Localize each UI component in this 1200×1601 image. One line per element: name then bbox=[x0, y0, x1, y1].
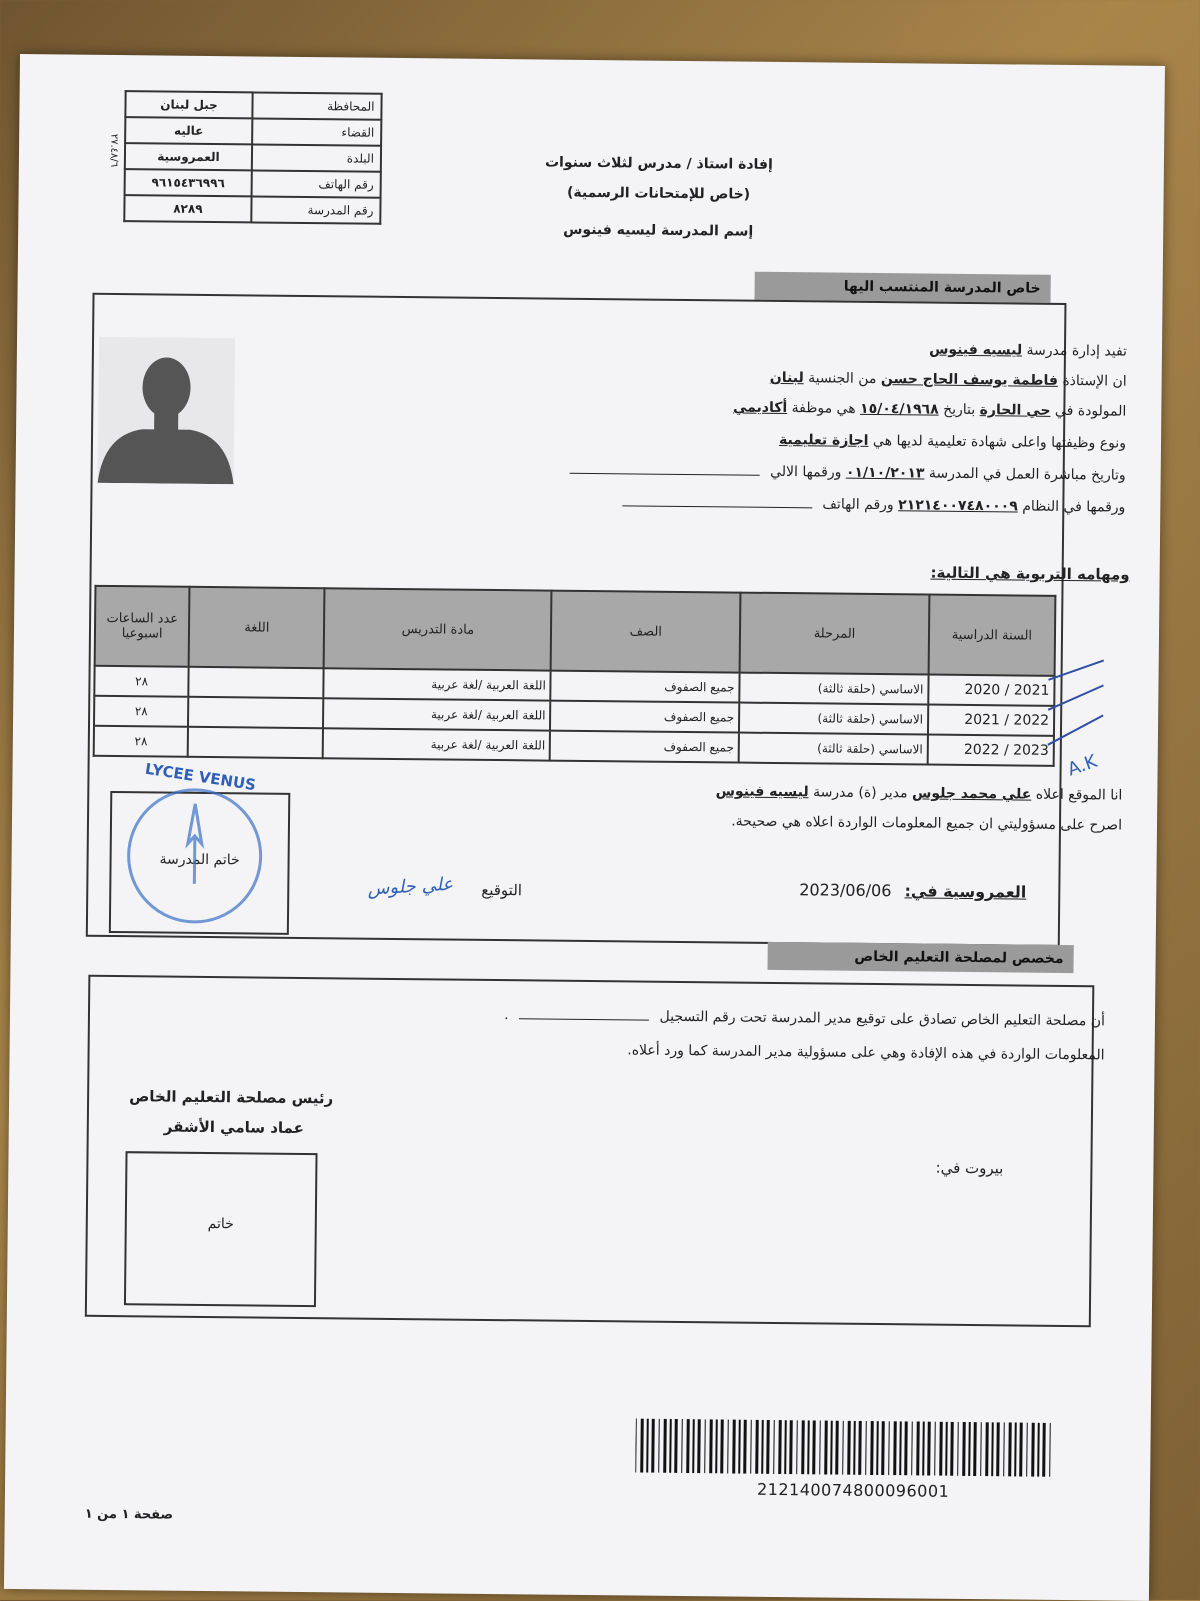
info-value: ٩٦١٥٤٣٦٩٩٦ bbox=[125, 169, 252, 196]
ministry-stamp-box bbox=[124, 1151, 318, 1307]
text: تفيد إدارة مدرسة bbox=[1026, 342, 1128, 360]
info-label: رقم الهاتف bbox=[252, 170, 381, 197]
info-label: المحافظة bbox=[252, 92, 381, 119]
cell-year: 2022 / 2023 bbox=[928, 735, 1054, 766]
beirut-place: بيروت في: bbox=[935, 1158, 1004, 1178]
line-responsibility: المعلومات الواردة في هذه الإفادة وهي على مسؤولية مدير المدرسة كما ورد أعلاه. bbox=[627, 1042, 1105, 1064]
info-row bbox=[125, 117, 381, 146]
cell-hours: ٢٨ bbox=[94, 666, 189, 697]
column-header: السنة الدراسية bbox=[929, 595, 1056, 676]
head-title: رئيس مصلحة التعليم الخاص bbox=[129, 1087, 334, 1108]
cell-grade: جميع الصفوف bbox=[551, 671, 740, 703]
text: أن مصلحة التعليم الخاص تصادق على توقيع مدير المدرسة تحت رقم التسجيل bbox=[659, 1008, 1106, 1030]
school-info-table bbox=[123, 90, 382, 225]
start-date-value: ٠١/١٠/٢٠١٣ bbox=[845, 464, 925, 482]
school-section-bar: خاص المدرسة المنتسب اليها bbox=[754, 272, 1050, 303]
cell-language bbox=[188, 727, 323, 758]
stamp-label: خاتم المدرسة bbox=[159, 851, 240, 869]
cell-stage: الاساسي (حلقة ثالثة) bbox=[739, 673, 928, 705]
person-silhouette-icon bbox=[98, 337, 236, 484]
handwritten-initials: A.K bbox=[1064, 750, 1100, 781]
info-value: العمروسية bbox=[125, 143, 252, 170]
info-row bbox=[125, 169, 381, 198]
page-number: صفحة ١ من ١ bbox=[84, 1506, 174, 1523]
text: ونوع وظيفتها واعلى شهادة تعليمية لديها هي bbox=[872, 432, 1127, 452]
director-name: علي محمد جلوس bbox=[911, 785, 1032, 803]
text: ورقمها الالي bbox=[770, 463, 842, 481]
text: مدير (ة) مدرسة bbox=[813, 784, 908, 802]
signature-label: التوقيع bbox=[481, 880, 523, 900]
column-header: عدد الساعات اسبوعيا bbox=[95, 586, 190, 667]
place-label: العمروسية في: bbox=[904, 881, 1027, 902]
text: هي موظفة bbox=[791, 400, 856, 417]
birth-date-value: ١٥/٠٤/١٩٦٨ bbox=[859, 400, 939, 418]
job-value: أكاديمي bbox=[732, 399, 788, 417]
info-row bbox=[125, 143, 381, 172]
column-header: مادة التدريس bbox=[324, 588, 552, 670]
tasks-table bbox=[93, 585, 1057, 767]
text: . bbox=[504, 1007, 509, 1024]
head-name: عماد سامي الأشقر bbox=[163, 1117, 305, 1138]
blank-line bbox=[622, 505, 812, 508]
teacher-name: فاطمة يوسف الحاج حسن bbox=[880, 371, 1058, 389]
text: ورقم الهاتف bbox=[822, 496, 894, 514]
school-stamp-icon bbox=[119, 783, 271, 933]
handwritten-signature: علي جلوس bbox=[366, 873, 454, 900]
text: ان الإستاذة bbox=[1062, 372, 1127, 390]
school-value: ليسيه فينوس bbox=[715, 783, 809, 801]
column-header: اللغة bbox=[189, 587, 325, 668]
cell-grade: جميع الصفوف bbox=[550, 701, 739, 733]
tasks-header-row bbox=[95, 586, 1056, 676]
cell-subject: اللغة العربية /لغة عربية bbox=[323, 698, 550, 730]
info-value: عاليه bbox=[125, 117, 252, 144]
photo-placeholder bbox=[98, 337, 236, 484]
cell-stage: الاساسي (حلقة ثالثة) bbox=[739, 703, 928, 735]
place-date bbox=[799, 880, 1026, 901]
cell-stage: الاساسي (حلقة ثالثة) bbox=[739, 733, 928, 765]
certificate-value: اجازة تعليمية bbox=[778, 431, 869, 449]
text: المولودة في bbox=[1054, 402, 1127, 420]
cell-grade: جميع الصفوف bbox=[550, 731, 739, 763]
school-name-heading: إسم المدرسة ليسيه فينوس bbox=[563, 221, 754, 240]
line-school bbox=[929, 342, 1127, 360]
text: ورقمها في النظام bbox=[1022, 498, 1126, 516]
line-statement: اصرح على مسؤوليتي ان جميع المعلومات الواردة اعلاه هي صحيحة. bbox=[731, 813, 1123, 834]
barcode-icon bbox=[635, 1419, 1056, 1477]
document-page bbox=[4, 54, 1165, 1601]
date-value: 2023/06/06 bbox=[799, 880, 892, 901]
cell-hours: ٢٨ bbox=[94, 696, 189, 727]
blank-line bbox=[570, 473, 760, 476]
text: انا الموقع اعلاه bbox=[1035, 786, 1123, 804]
stamp-label: خاتم bbox=[207, 1216, 234, 1233]
school-stamp-box bbox=[109, 759, 290, 935]
birthplace-value: حي الحارة bbox=[979, 402, 1051, 419]
cell-language bbox=[189, 667, 324, 698]
system-number-value: ٢١٢١٤٠٠٧٤٨٠٠٠٩ bbox=[898, 497, 1018, 515]
cell-year: 2020 / 2021 bbox=[928, 675, 1054, 706]
blank-line bbox=[519, 1018, 649, 1020]
tasks-title: ومهامه التربوية هي التالية: bbox=[930, 563, 1130, 584]
cell-language bbox=[188, 697, 323, 728]
text: من الجنسية bbox=[808, 370, 877, 387]
info-row bbox=[125, 91, 381, 120]
info-label: القضاء bbox=[252, 118, 381, 145]
info-label: البلدة bbox=[252, 144, 381, 171]
stamp-text: LYCEE VENUS bbox=[143, 759, 258, 795]
info-value: ٨٢٨٩ bbox=[124, 195, 251, 222]
school-value: ليسيه فينوس bbox=[929, 341, 1023, 359]
text: بتاريخ bbox=[943, 401, 976, 419]
cell-year: 2021 / 2022 bbox=[928, 705, 1054, 736]
private-education-bar: مخصص لمصلحة التعليم الخاص bbox=[767, 942, 1073, 973]
cell-hours: ٢٨ bbox=[94, 726, 189, 757]
info-label: رقم المدرسة bbox=[251, 196, 380, 223]
cell-subject: اللغة العربية /لغة عربية bbox=[324, 668, 551, 700]
info-value: جبل لبنان bbox=[125, 91, 252, 118]
document-title: إفادة استاذ / مدرس لثلاث سنوات bbox=[544, 154, 773, 173]
info-row bbox=[124, 195, 380, 224]
nationality-value: لبنان bbox=[769, 369, 804, 387]
side-code: ٢٧.٤٨/٦ bbox=[108, 133, 120, 168]
cell-subject: اللغة العربية /لغة عربية bbox=[323, 728, 550, 760]
column-header: الصف bbox=[551, 591, 741, 673]
document-subtitle: (خاص للإمتحانات الرسمية) bbox=[566, 184, 751, 203]
text: وتاريخ مباشرة العمل في المدرسة bbox=[928, 465, 1126, 484]
column-header: المرحلة bbox=[740, 593, 930, 675]
barcode-number: 212140074800096001 bbox=[756, 1479, 950, 1501]
